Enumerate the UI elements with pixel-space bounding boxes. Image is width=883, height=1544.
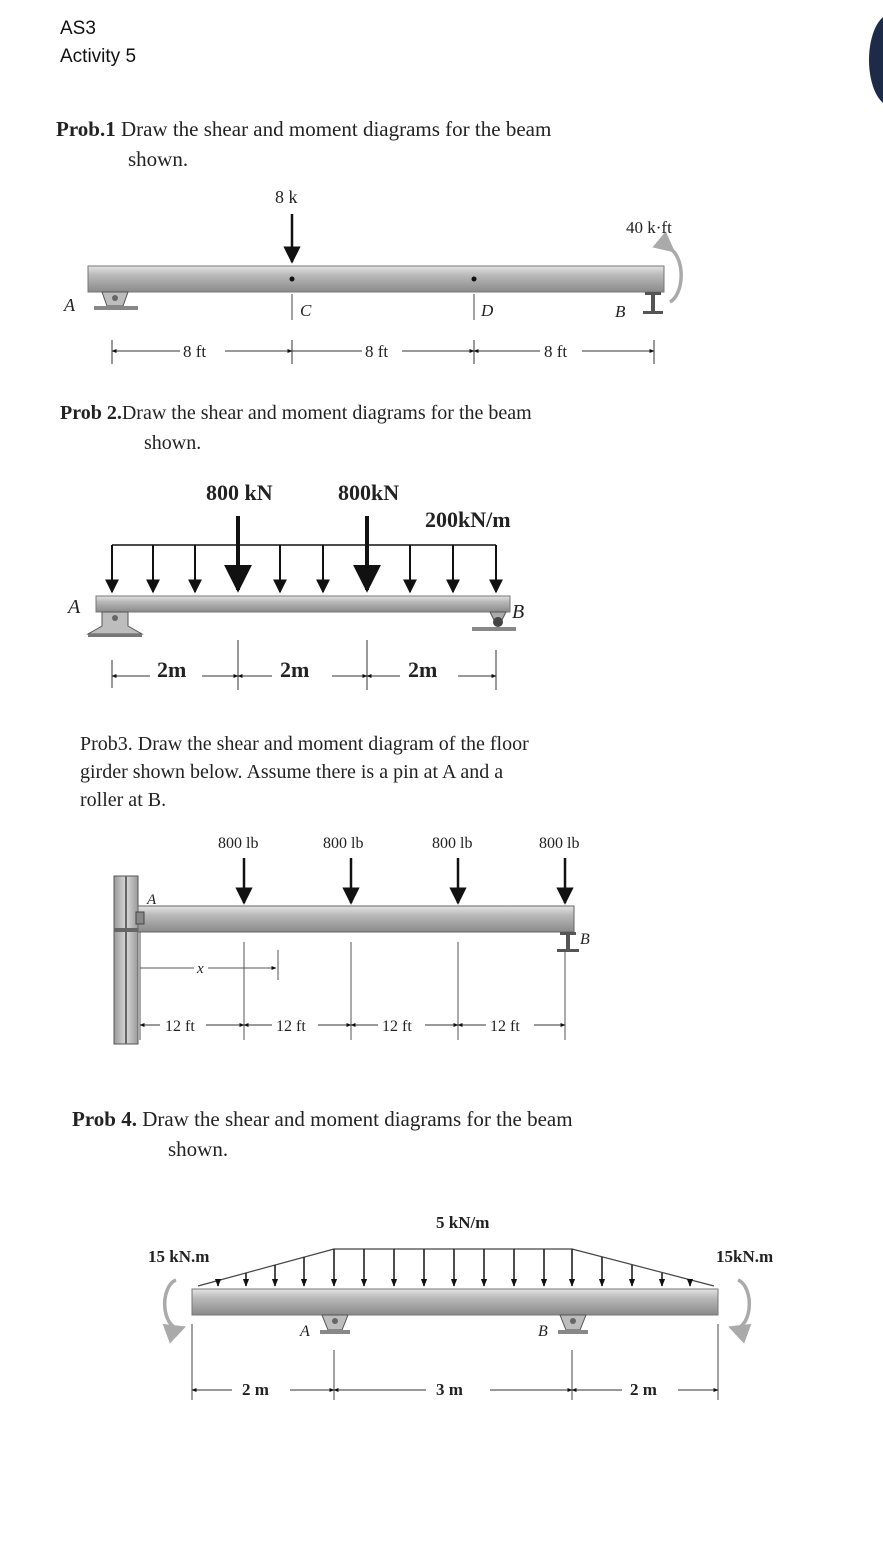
prob3-figure [114,835,590,1044]
prob1-point-c-label: C [300,301,312,320]
prob3-dim-3: 12 ft [382,1018,412,1035]
prob4-text-line1: Draw the shear and moment diagrams for the beam [142,1107,573,1131]
prob2-beam [96,596,510,612]
prob4-support-b-label: B [538,1323,548,1340]
prob2-text-line2: shown. [144,432,202,454]
prob1-text-line1: Draw the shear and moment diagrams for the beam [120,117,552,141]
prob3-support-a-label: A [147,892,157,908]
prob4-moment-right-label: 15kN.m [716,1247,774,1266]
prob3-dim-1: 12 ft [165,1018,195,1035]
prob3-load-1: 800 lb [218,835,259,852]
prob2-support-b-label: B [512,601,525,623]
prob3-load-2: 800 lb [323,835,364,852]
prob4-pin-support-a [320,1315,350,1334]
prob4-dim-3: 2 m [630,1380,657,1399]
prob2-label: Prob 2. [60,402,122,424]
prob4-pin-support-b [558,1315,588,1334]
prob1-pin-support [94,292,138,310]
prob1-moment-label: 40 k·ft [626,218,672,237]
prob1-dim-2: 8 ft [365,342,389,361]
prob1-point-d-label: D [481,301,494,320]
prob2-dist-load-label: 200kN/m [425,507,511,532]
prob4-dim-1: 2 m [242,1380,269,1399]
prob2-pin-support [88,612,142,637]
prob2-dim-2: 2m [280,657,310,682]
prob4-moment-right-arrow [732,1280,749,1329]
prob3-text-line2: girder shown below. Assume there is a pin at A and a [80,761,504,783]
prob3-roller-support [557,932,579,952]
prob1-point-c-dot [290,277,295,282]
prob3-text-line3: roller at B. [80,789,167,811]
activity-title: Activity 5 [60,46,137,67]
prob3-text-line1: Prob3. Draw the shear and moment diagram of the floor [80,733,529,755]
prob1-support-b-label: B [615,302,626,321]
prob1-load-label: 8 k [275,187,298,207]
prob4-figure [148,1213,773,1400]
prob2-dist-load-arrows [112,545,496,592]
course-title: AS3 [60,18,96,39]
prob3-load-arrows [244,858,565,903]
prob1-figure [63,187,681,364]
prob1-roller-support [643,292,663,314]
prob4-support-a-label: A [300,1323,310,1340]
prob4-beam [192,1289,718,1315]
prob2-figure [66,480,524,690]
prob4-dist-load-arrows [218,1249,690,1286]
prob4-label: Prob 4. [72,1107,137,1131]
prob2-dim-1: 2m [157,657,187,682]
prob2-load1-label: 800 kN [206,480,273,505]
prob1-dim-1: 8 ft [183,342,207,361]
prob2-support-a-label: A [68,596,81,618]
prob4-dim-2: 3 m [436,1380,463,1399]
prob2-text-line1: Draw the shear and moment diagrams for the beam [121,402,532,424]
prob1-support-a-label: A [64,295,75,315]
prob2-dim-3: 2m [408,657,438,682]
prob3-dim-2: 12 ft [276,1018,306,1035]
prob3-dim-4: 12 ft [490,1018,520,1035]
prob3-load-4: 800 lb [539,835,580,852]
prob2-roller-support [472,612,516,631]
prob4-text-line2: shown. [168,1137,229,1161]
prob1-point-d-dot [472,277,477,282]
prob1-beam [88,266,664,292]
prob3-load-3: 800 lb [432,835,473,852]
prob3-support-b-label: B [580,931,590,948]
prob1-moment-arrow [670,250,681,302]
prob4-moment-left-arrow [165,1280,182,1329]
prob2-load2-label: 800kN [338,480,400,505]
prob3-x-label: x [197,961,204,977]
prob1-dim-3: 8 ft [544,342,568,361]
prob3-girder [138,906,574,932]
prob4-moment-left-label: 15 kN.m [148,1247,210,1266]
prob4-dist-load-label: 5 kN/m [436,1213,490,1232]
prob1-text-line2: shown. [128,147,189,171]
prob1-label: Prob.1 [56,117,116,141]
